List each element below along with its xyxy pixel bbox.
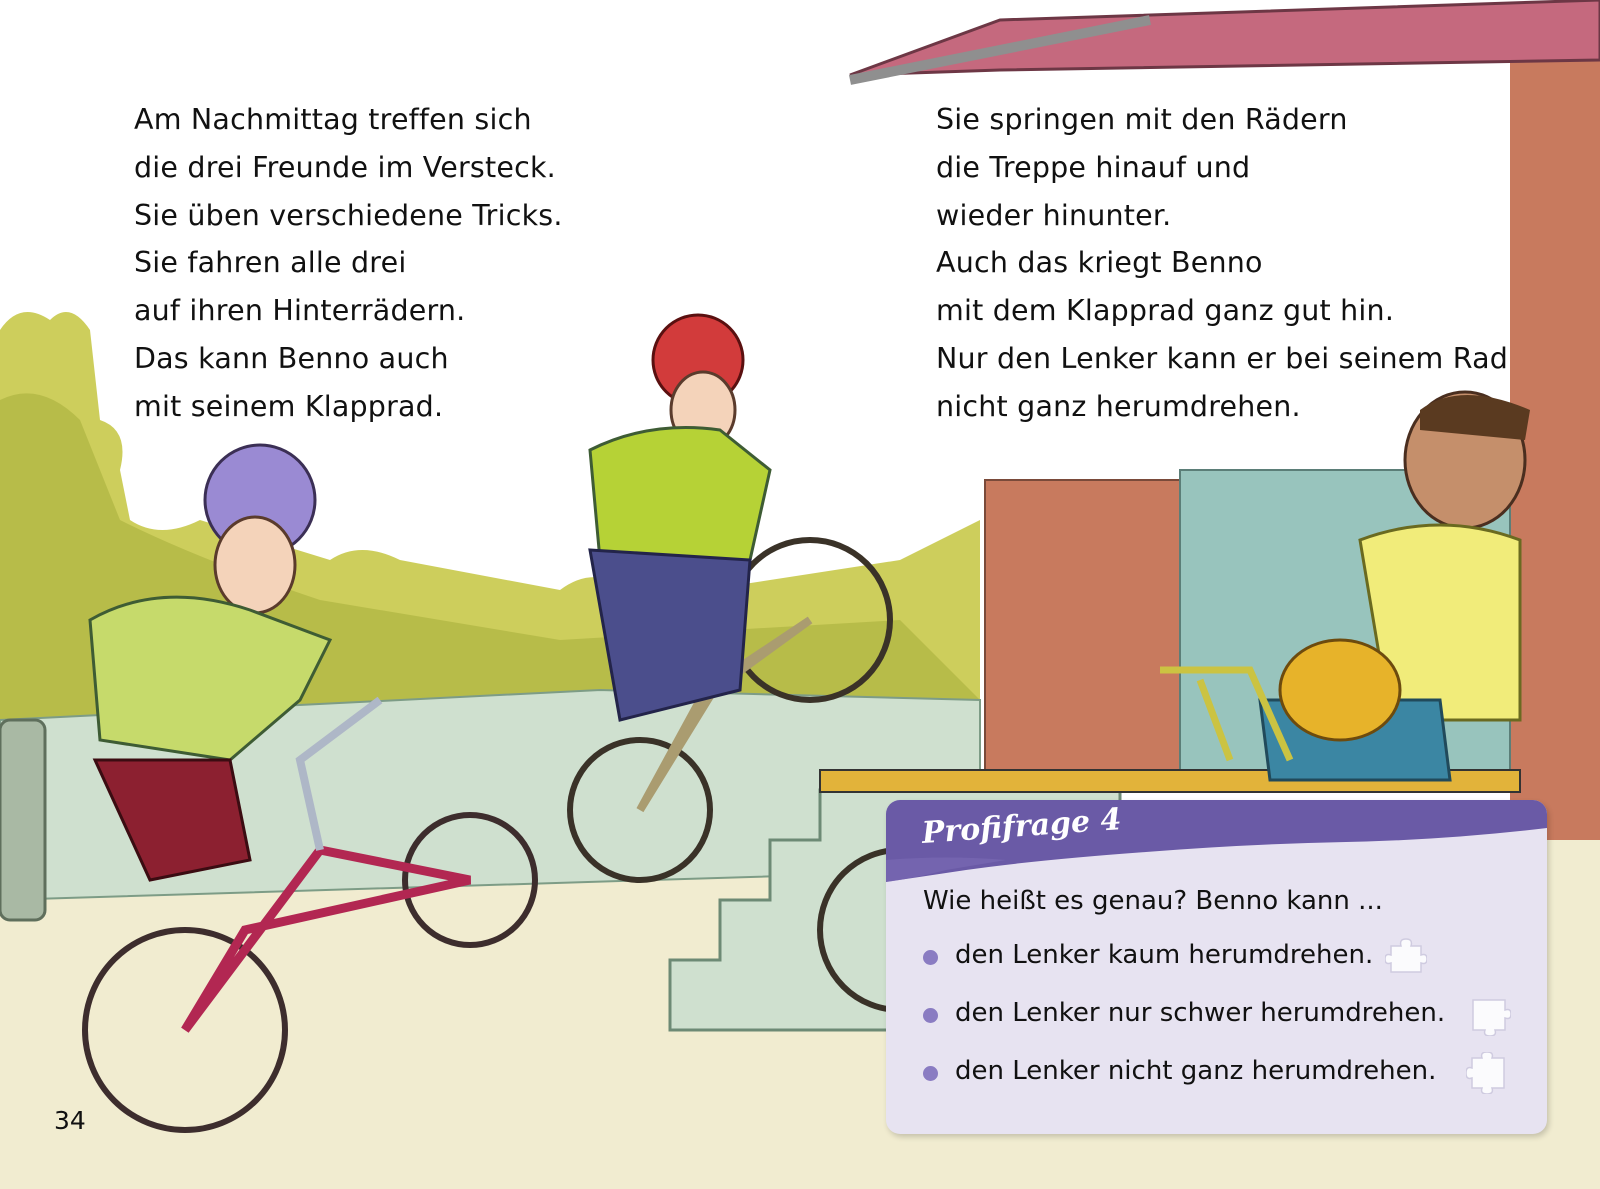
bullet-icon	[923, 1008, 938, 1023]
answer-option-1[interactable]	[923, 936, 1533, 976]
answer-option-2[interactable]	[923, 994, 1533, 1034]
text-line: Am Nachmittag treffen sich	[134, 103, 532, 136]
text-line: wieder hinunter.	[936, 198, 1172, 232]
text-line: die drei Freunde im Versteck.	[134, 150, 556, 184]
quiz-title: Profifrage 4	[920, 802, 1123, 851]
puzzle-piece-icon	[1469, 994, 1511, 1036]
text-line: nicht ganz herumdrehen.	[936, 389, 1301, 423]
text-line: auf ihren Hinterrädern.	[134, 294, 466, 328]
text-line: Sie springen mit den Rädern	[936, 103, 1348, 136]
roof	[850, 0, 1600, 75]
text-line: die Treppe hinauf und	[936, 150, 1251, 184]
answer-label: den Lenker nur schwer herumdrehen.	[955, 998, 1446, 1028]
answer-label: den Lenker kaum herumdrehen.	[955, 940, 1374, 970]
porch-wall	[985, 480, 1185, 780]
page-number: 34	[54, 1106, 86, 1135]
trash-bin	[0, 720, 45, 920]
bullet-icon	[923, 950, 938, 965]
bullet-icon	[923, 1066, 938, 1081]
story-text-left	[134, 96, 563, 431]
quiz-question: Wie heißt es genau? Benno kann ...	[923, 886, 1383, 916]
rider-middle	[590, 315, 770, 720]
puzzle-piece-icon	[1466, 1052, 1508, 1094]
puzzle-piece-icon	[1385, 936, 1427, 978]
text-line: Auch das kriegt Benno	[936, 246, 1263, 280]
text-line: mit seinem Klapprad.	[134, 389, 444, 423]
quiz-box	[886, 800, 1547, 1134]
answer-option-3[interactable]	[923, 1052, 1533, 1092]
text-line: Sie fahren alle drei	[134, 246, 407, 280]
text-line: Sie üben verschiedene Tricks.	[134, 198, 563, 232]
text-line: Nur den Lenker kann er bei seinem Rad	[936, 341, 1509, 375]
text-line: mit dem Klapprad ganz gut hin.	[936, 294, 1395, 328]
answer-label: den Lenker nicht ganz herumdrehen.	[955, 1056, 1437, 1086]
text-line: Das kann Benno auch	[134, 341, 449, 375]
story-text-right	[936, 96, 1508, 431]
